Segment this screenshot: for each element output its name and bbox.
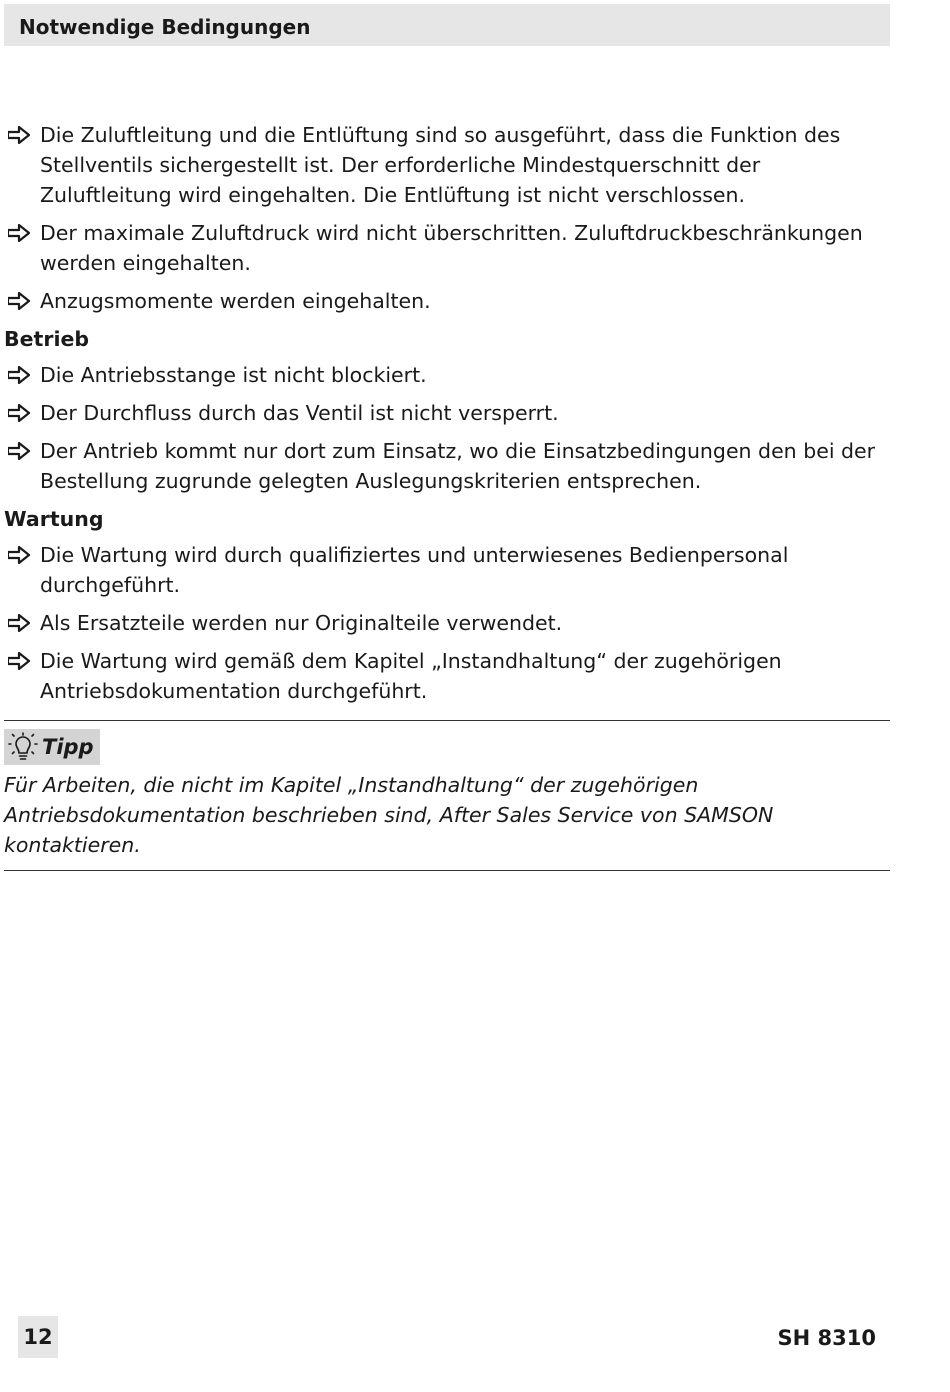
list-item-text: Der Antrieb kommt nur dort zum Einsatz, wo die Einsatzbedingungen den bei der Bestellung zugrunde gelegten Auslegungskriterien entsprechen. (40, 439, 876, 493)
arrow-right-icon (8, 224, 30, 242)
arrow-right-icon (8, 652, 30, 670)
betrieb-list (4, 360, 890, 496)
arrow-right-icon (8, 546, 30, 564)
main-content (4, 120, 890, 871)
betrieb-heading: Betrieb (4, 327, 90, 351)
section-header-bar (4, 4, 890, 46)
arrow-right-icon (8, 404, 30, 422)
list-item-text: Anzugsmomente werden eingehalten. (40, 289, 431, 313)
list-item (4, 360, 890, 390)
list-item (4, 436, 890, 496)
tip-label: Tipp (42, 735, 94, 759)
section-title: Notwendige Bedingungen (19, 15, 311, 39)
arrow-right-icon (8, 614, 30, 632)
list-item-text: Die Zuluftleitung und die Entlüftung sind so ausgeführt, dass die Funktion des Stellventils sichergestellt ist. Der erforderliche Mindestquerschnitt der Zuluftleitung wird eingehalten. Die Entlüftung ist nicht verschlossen. (40, 123, 841, 207)
tip-box (4, 720, 890, 871)
document-code: SH 8310 (777, 1326, 876, 1350)
list-item (4, 398, 890, 428)
tip-badge (4, 729, 100, 765)
list-item (4, 120, 890, 210)
list-item-text: Die Antriebsstange ist nicht blockiert. (40, 363, 427, 387)
tip-text: Für Arbeiten, die nicht im Kapitel „Instandhaltung“ der zugehörigen Antriebsdokumentation beschrieben sind, After Sales Service von SAMSON kontaktieren. (4, 773, 774, 857)
list-item-text: Als Ersatzteile werden nur Originalteile verwendet. (40, 611, 563, 635)
list-item (4, 608, 890, 638)
lightbulb-icon (8, 732, 38, 762)
wartung-list (4, 540, 890, 706)
page-number: 12 (18, 1316, 58, 1358)
wartung-heading: Wartung (4, 507, 104, 531)
list-item-text: Die Wartung wird durch qualifiziertes und unterwiesenes Bedienpersonal durchgeführt. (40, 543, 789, 597)
arrow-right-icon (8, 442, 30, 460)
list-item-text: Die Wartung wird gemäß dem Kapitel „Instandhaltung“ der zugehörigen Antriebsdokumentation durchgeführt. (40, 649, 782, 703)
intro-list (4, 120, 890, 316)
list-item-text: Der maximale Zuluftdruck wird nicht überschritten. Zuluftdruckbeschränkungen werden eingehalten. (40, 221, 863, 275)
list-item (4, 218, 890, 278)
list-item (4, 286, 890, 316)
arrow-right-icon (8, 366, 30, 384)
list-item (4, 540, 890, 600)
arrow-right-icon (8, 292, 30, 310)
list-item (4, 646, 890, 706)
arrow-right-icon (8, 126, 30, 144)
list-item-text: Der Durchfluss durch das Ventil ist nicht versperrt. (40, 401, 559, 425)
